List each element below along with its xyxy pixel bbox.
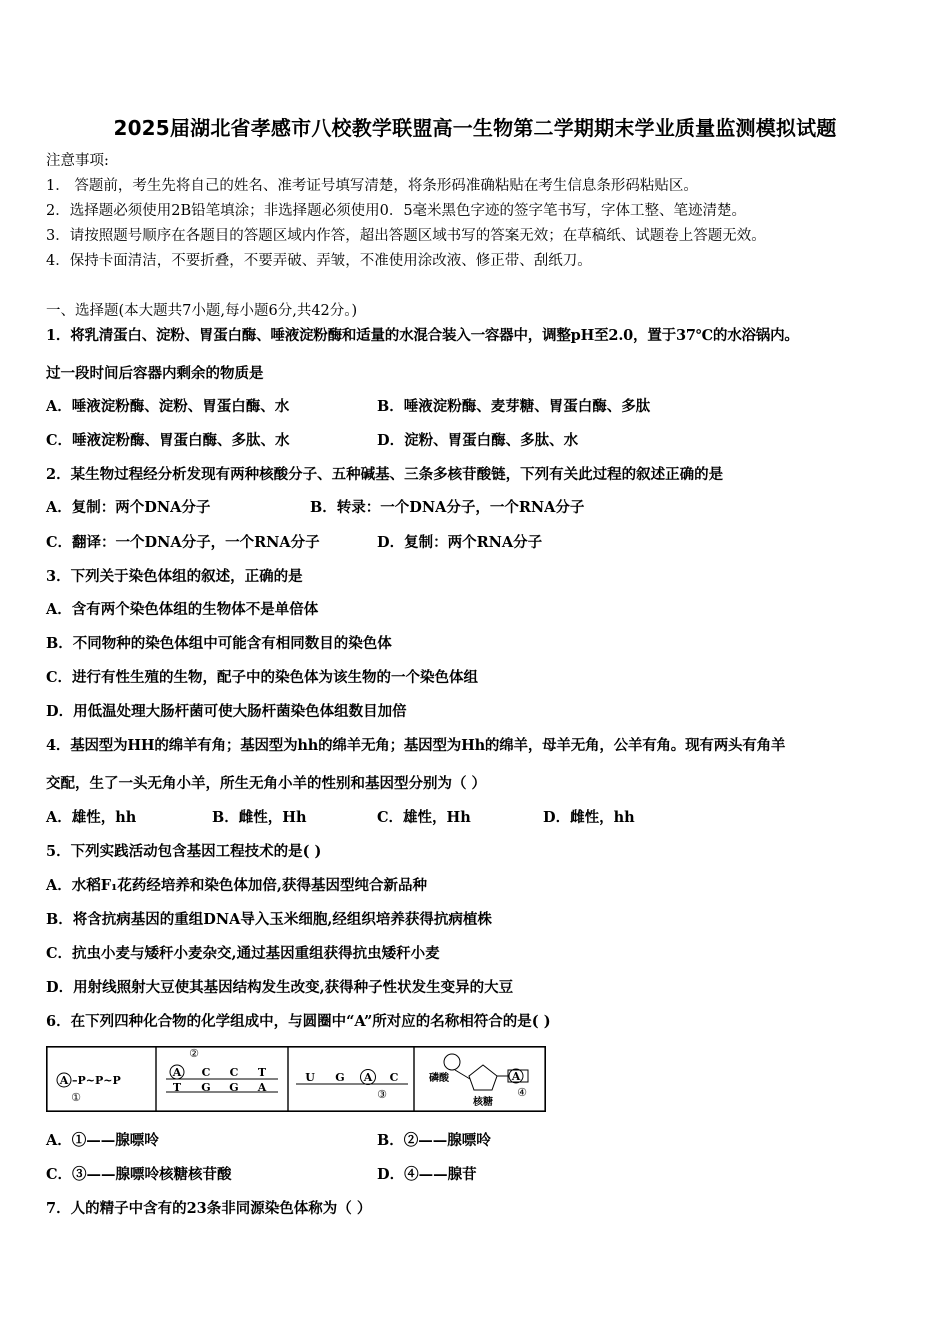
q4-option-c: C．雄性，Hh: [377, 809, 471, 826]
q4-option-a: A．雄性，hh: [46, 809, 137, 826]
panel-4-phosphate-circle: [444, 1054, 460, 1070]
notice-item-1: 1． 答题前，考生先将自己的姓名、准考证号填写清楚，将条形码准确粘贴在考生信息条形码粘贴区。: [46, 178, 698, 194]
q6-compound-diagram: [46, 1046, 546, 1112]
q1-option-d: D．淀粉、胃蛋白酶、多肽、水: [377, 432, 579, 449]
q3-option-b: B．不同物种的染色体组中可能含有相同数目的染色体: [46, 635, 392, 652]
panel-2-bottom-base-2: G: [201, 1081, 211, 1094]
notice-item-3: 3．请按照题号顺序在各题目的答题区域内作答，超出答题区域书写的答案无效；在草稿纸、试题卷上答题无效。: [46, 228, 766, 244]
q6-option-a: A．①——腺嘌呤: [46, 1132, 159, 1149]
q4-option-d: D．雌性，hh: [543, 809, 635, 826]
q5-stem: 5．下列实践活动包含基因工程技术的是( ): [46, 843, 322, 860]
panel-2-number: ②: [189, 1047, 199, 1060]
q5-option-a: A．水稻F₁花药经培养和染色体加倍,获得基因型纯合新品种: [46, 877, 427, 894]
panel-3-bases: [305, 1071, 398, 1084]
panel-3-base-4: C: [389, 1071, 399, 1084]
panel-2-bottom-base-4: A: [257, 1081, 267, 1094]
q1-stem-line2: 过一段时间后容器内剩余的物质是: [46, 365, 264, 382]
q1-option-a: A．唾液淀粉酶、淀粉、胃蛋白酶、水: [46, 398, 290, 415]
panel-2-top-base-3: C: [229, 1066, 239, 1079]
q6-stem: 6．在下列四种化合物的化学组成中，与圆圈中“A”所对应的名称相符合的是( ): [46, 1013, 551, 1030]
q3-option-a: A．含有两个染色体组的生物体不是单倍体: [46, 601, 319, 618]
panel-3-base-2: G: [335, 1071, 345, 1084]
q4-stem-line2: 交配，生了一头无角小羊，所生无角小羊的性别和基因型分别为（ ）: [46, 775, 487, 792]
q2-option-b: B．转录：一个DNA分子，一个RNA分子: [310, 499, 585, 516]
q7-stem: 7．人的精子中含有的23条非同源染色体称为（ ）: [46, 1200, 372, 1217]
panel-4-sugar-pentagon: [469, 1065, 497, 1090]
q2-option-a: A．复制：两个DNA分子: [46, 499, 211, 516]
notice-item-2: 2．选择题必须使用2B铅笔填涂；非选择题必须使用0．5毫米黑色字迹的签字笔书写，字体工整、笔迹清楚。: [46, 203, 747, 219]
q2-stem: 2．某生物过程经分析发现有两种核酸分子、五种碱基、三条多核苷酸链，下列有关此过程的叙述正确的是: [46, 466, 724, 483]
q3-option-c: C．进行有性生殖的生物，配子中的染色体为该生物的一个染色体组: [46, 669, 479, 686]
q1-stem-line1: 1．将乳清蛋白、淀粉、胃蛋白酶、唾液淀粉酶和适量的水混合装入一容器中，调整pH至2.0，置于37℃的水浴锅内。: [46, 327, 799, 344]
q5-option-c: C．抗虫小麦与矮秆小麦杂交,通过基因重组获得抗虫矮秆小麦: [46, 945, 440, 962]
q5-option-b: B．将含抗病基因的重组DNA导入玉米细胞,经组织培养获得抗病植株: [46, 911, 492, 928]
q2-option-d: D．复制：两个RNA分子: [377, 534, 543, 551]
q3-stem: 3．下列关于染色体组的叙述，正确的是: [46, 568, 303, 585]
q6-option-c: C．③——腺嘌呤核糖核苷酸: [46, 1166, 232, 1183]
panel-2-top-base-1: A: [172, 1066, 182, 1079]
panel-4-sugar-label: 核糖: [473, 1097, 493, 1108]
panel-2-bottom-base-1: T: [172, 1081, 182, 1094]
panel-1-atp: [57, 1073, 121, 1104]
q1-option-b: B．唾液淀粉酶、麦芽糖、胃蛋白酶、多肽: [377, 398, 651, 415]
panel-3-base-1: U: [305, 1071, 315, 1084]
panel-4-nucleotide: [429, 1054, 528, 1108]
panel-3-base-3: A: [363, 1071, 373, 1084]
q4-stem-line1: 4．基因型为HH的绵羊有角；基因型为hh的绵羊无角；基因型为Hh的绵羊，母羊无角，公羊有角。现有两头有角羊: [46, 737, 786, 754]
panel-3-rna: [296, 1070, 408, 1102]
panel-1-label: A: [59, 1074, 69, 1087]
panel-2-bottom-base-3: G: [229, 1081, 239, 1094]
q1-option-c: C．唾液淀粉酶、胃蛋白酶、多肽、水: [46, 432, 290, 449]
q3-option-d: D．用低温处理大肠杆菌可使大肠杆菌染色体组数目加倍: [46, 703, 407, 720]
panel-2-dna: [166, 1047, 278, 1094]
q6-option-b: B．②——腺嘌呤: [377, 1132, 491, 1149]
panel-2-top-base-4: T: [257, 1066, 267, 1079]
q6-option-d: D．④——腺苷: [377, 1166, 477, 1183]
panel-4-number: ④: [517, 1086, 527, 1099]
q5-option-d: D．用射线照射大豆使其基因结构发生改变,获得种子性状发生变异的大豆: [46, 979, 514, 996]
notice-item-4: 4．保持卡面清洁，不要折叠，不要弄破、弄皱，不准使用涂改液、修正带、刮纸刀。: [46, 253, 592, 269]
q4-option-b: B．雌性，Hh: [212, 809, 307, 826]
panel-4-base-label: A: [511, 1070, 521, 1083]
panel-1-number: ①: [71, 1091, 81, 1104]
panel-2-top-bases: [172, 1066, 267, 1079]
page-title: 2025届湖北省孝感市八校教学联盟高一生物第二学期期末学业质量监测模拟试题: [113, 116, 837, 140]
panel-4-phosphate-label: 磷酸: [429, 1073, 449, 1084]
panel-3-number: ③: [377, 1088, 387, 1101]
panel-2-top-base-2: C: [201, 1066, 211, 1079]
panel-1-chain: –P~P~P: [72, 1074, 121, 1087]
section-heading: 一、选择题(本大题共7小题,每小题6分,共42分。): [46, 303, 358, 319]
notice-heading: 注意事项:: [46, 153, 109, 169]
q2-option-c: C．翻译：一个DNA分子，一个RNA分子: [46, 534, 320, 551]
